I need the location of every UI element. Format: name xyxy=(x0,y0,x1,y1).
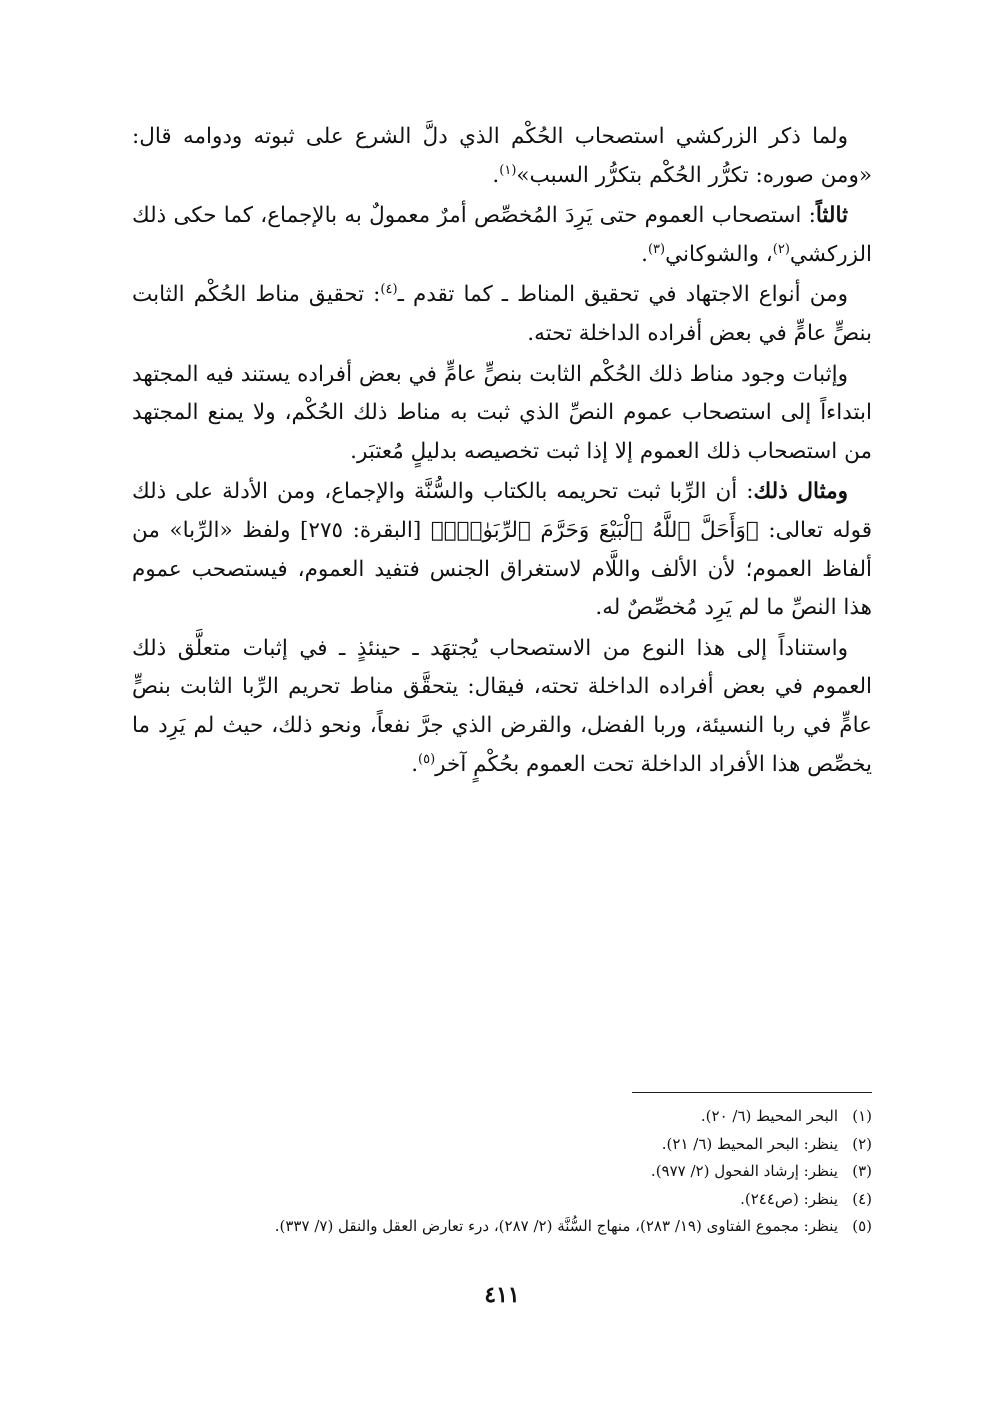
paragraph-6 xyxy=(132,630,872,784)
footnote-text: ينظر: البحر المحيط (٦/ ٢١). xyxy=(661,1134,838,1153)
paragraph-2-text: : استصحاب العموم حتى يَرِدَ المُخصِّص أمرٌ معمولٌ به بالإجماع، كما حكى ذلك الزركشي xyxy=(132,203,872,267)
paragraph-2-text-b: ، والشوكاني xyxy=(665,241,773,267)
footnote-item xyxy=(132,1186,872,1214)
footnote-ref-5[interactable]: (٥) xyxy=(418,751,436,767)
main-body-text xyxy=(132,118,872,786)
footnote-text: ينظر: (ص٢٤٤). xyxy=(740,1189,838,1208)
footnote-item xyxy=(132,1158,872,1186)
page-number: ٤١١ xyxy=(484,1282,520,1308)
footnote-number: (٥) xyxy=(852,1217,872,1235)
footnote-item xyxy=(132,1103,872,1131)
footnote-item xyxy=(132,1213,872,1241)
paragraph-6-text: واستناداً إلى هذا النوع من الاستصحاب يُجتهَد ـ حينئذٍ ـ في إثبات متعلَّق ذلك العموم في بعض أفراده الداخلة تحته، فيقال: يتحقَّق مناط تحريم الرِّبا الثابت بنصٍّ عامٍّ في ربا النسيئة، وربا الفضل، والقرض الذي جرَّ نفعاً، ونحو ذلك، حيث لم يَرِد ما يخصِّص هذا الأفراد الداخلة تحت العموم بحُكْمٍ آخر xyxy=(132,635,872,777)
footnote-number: (٤) xyxy=(852,1189,872,1208)
footnote-number: (١) xyxy=(852,1107,872,1125)
paragraph-1-text: ولما ذكر الزركشي استصحاب الحُكْم الذي دلَّ الشرع على ثبوته ودوامه قال: «ومن صوره: تكرُّر الحُكْم بتكرُّر السبب» xyxy=(132,124,872,188)
footnote-number: (٣) xyxy=(852,1162,872,1180)
footnote-text: البحر المحيط (٦/ ٢٠). xyxy=(700,1107,838,1125)
paragraph-2-lead: ثالثاً xyxy=(815,203,848,229)
paragraph-6-end: . xyxy=(411,751,419,777)
footnote-text: ينظر: إرشاد الفحول (٢/ ٩٧٧). xyxy=(650,1162,838,1180)
footnote-ref-1[interactable]: (١) xyxy=(499,162,517,178)
paragraph-4-text: وإثبات وجود مناط ذلك الحُكْم الثابت بنصٍّ عامٍّ في بعض أفراده يستند فيه المجتهد ابتداءاً إلى استصحاب عموم النصِّ الذي ثبت به مناط ذلك الحُكْم، ولا يمنع المجتهد من استصحاب ذلك العموم إلا إذا ثبت تخصيصه بدليلٍ مُعتبَر. xyxy=(132,361,872,464)
footnote-number: (٢) xyxy=(852,1134,872,1153)
paragraph-5 xyxy=(132,473,872,627)
paragraph-2-end: . xyxy=(641,241,648,267)
paragraph-5-lead: ومثال ذلك xyxy=(753,479,848,505)
paragraph-1-end: . xyxy=(492,162,500,188)
paragraph-5-text-b: [البقرة: ٢٧٥] ولفظ «الرِّبا» من ألفاظ العموم؛ لأن الألف واللَّام لاستغراق الجنس فتفيد العموم، فيستصحب عموم هذا النصِّ ما لم يَرِد مُخصِّصٌ له. xyxy=(132,517,872,621)
paragraph-4 xyxy=(132,356,872,472)
footnote-text: ينظر: مجموع الفتاوى (١٩/ ٢٨٣)، منهاج السُّنَّة (٢/ ٢٨٧)، درء تعارض العقل والنقل (٧/ ٣٣٧). xyxy=(274,1217,838,1235)
paragraph-3 xyxy=(132,276,872,353)
paragraph-3-text: ومن أنواع الاجتهاد في تحقيق المناط ـ كما تقدم ـ xyxy=(397,282,848,308)
footnote-ref-4[interactable]: (٤) xyxy=(380,282,398,298)
footnote-item xyxy=(132,1131,872,1159)
quran-verse: ﴿وَأَحَلَّ ٱللَّهُ ٱلْبَيْعَ وَحَرَّمَ ٱلرِّبَوٰاْۚ﴾ xyxy=(430,517,759,543)
footnotes-section xyxy=(132,1103,872,1241)
paragraph-5-text: : أن الرِّبا ثبت تحريمه بالكتاب والسُّنَّة والإجماع، ومن الأدلة على ذلك قوله تعالى: xyxy=(132,479,872,543)
paragraph-1 xyxy=(132,118,872,195)
paragraph-2 xyxy=(132,197,872,274)
footnote-ref-3[interactable]: (٣) xyxy=(647,241,666,257)
paragraph-3-text-b: : تحقيق مناط الحُكْم الثابت بنصٍّ عامٍّ في بعض أفراده الداخلة تحته. xyxy=(132,282,872,346)
footnote-divider xyxy=(632,1092,872,1093)
footnote-ref-2[interactable]: (٢) xyxy=(772,241,790,257)
